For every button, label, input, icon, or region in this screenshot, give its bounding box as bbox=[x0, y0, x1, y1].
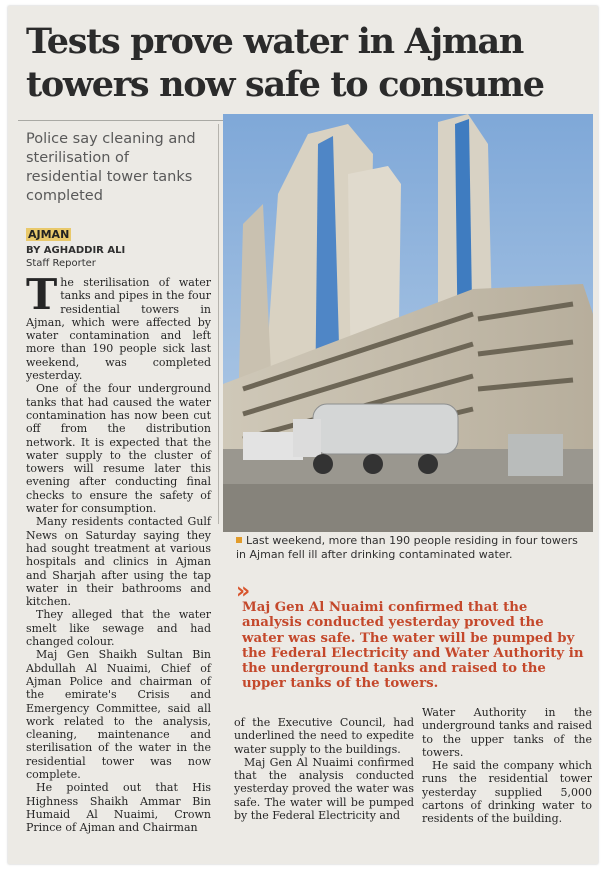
photo-caption: Last weekend, more than 190 people residing in four towers in Ajman fell ill after drinking contaminated water. bbox=[236, 534, 578, 561]
body-paragraph: He pointed out that His Highness Shaikh Ammar Bin Humaid Al Nuaimi, Crown Prince of Ajman and Chairman bbox=[26, 781, 211, 835]
drop-cap: T bbox=[26, 270, 58, 319]
body-paragraph: Maj Gen Shaikh Sultan Bin Abdullah Al Nuaimi, Chief of Ajman Police and chairman of the emirate's Crisis and Emergency Committee, said all work related to the analysis, cleaning, maintenance and sterilisation of the water in the residential tower was now complete. bbox=[26, 648, 211, 781]
body-paragraph: Maj Gen Al Nuaimi confirmed that the analysis conducted yesterday proved the water was safe. The water will be pumped by the Federal Electricity and bbox=[234, 755, 414, 823]
body-paragraph: One of the four underground tanks that had caused the water contamination has now been cut off from the distribution network. It is expected that the water supply to the cluster of towers will resume later this evening after conducting final checks to ensure the safety of water for consumption. bbox=[26, 382, 211, 516]
body-paragraph: Many residents contacted Gulf News on Saturday saying they had sought treatment at various hospitals and clinics in Ajman and Sharjah after using the tap water in their bathrooms and kitchen. bbox=[26, 515, 211, 609]
chevron-double-icon: » bbox=[236, 579, 245, 604]
tower-photo bbox=[223, 114, 593, 532]
body-paragraph: He said the company which runs the residential tower yesterday supplied 5,000 cartons of drinking water to residents of the building. bbox=[422, 759, 592, 826]
newspaper-clipping bbox=[8, 6, 598, 864]
body-column-1 bbox=[26, 270, 211, 835]
caption-bullet-icon bbox=[236, 537, 242, 543]
body-paragraph: Water Authority in the underground tanks and raised to the upper tanks of the towers. bbox=[422, 706, 592, 759]
body-paragraph: of the Executive Council, had underlined the need to expedite water supply to the buildings. bbox=[234, 716, 414, 756]
body-column-3 bbox=[422, 706, 592, 826]
photo-illustration bbox=[223, 114, 593, 532]
subheadline: Police say cleaning and sterilisation of residential tower tanks completed bbox=[26, 131, 196, 204]
byline-role: Staff Reporter bbox=[26, 258, 96, 269]
body-paragraph: They alleged that the water smelt like sewage and had changed colour. bbox=[26, 608, 211, 649]
dateline: AJMAN bbox=[28, 228, 70, 241]
body-paragraph: The sterilisation of water tanks and pipes in the four residential towers in Ajman, which were affected by water contamination and left more than 190 people sick last weekend, was completed yesterday. bbox=[26, 270, 211, 383]
byline: BY AGHADDIR ALI bbox=[26, 245, 126, 256]
body-column-2 bbox=[234, 716, 414, 822]
headline: Tests prove water in Ajman towers now safe to consume bbox=[26, 21, 544, 105]
column-divider bbox=[218, 124, 219, 524]
pull-quote: Maj Gen Al Nuaimi confirmed that the analysis conducted yesterday proved the water was safe. The water will be pumped by the Federal Electricity and Water Authority in the underground tanks and raised to the upper tanks of the towers. bbox=[242, 600, 584, 692]
